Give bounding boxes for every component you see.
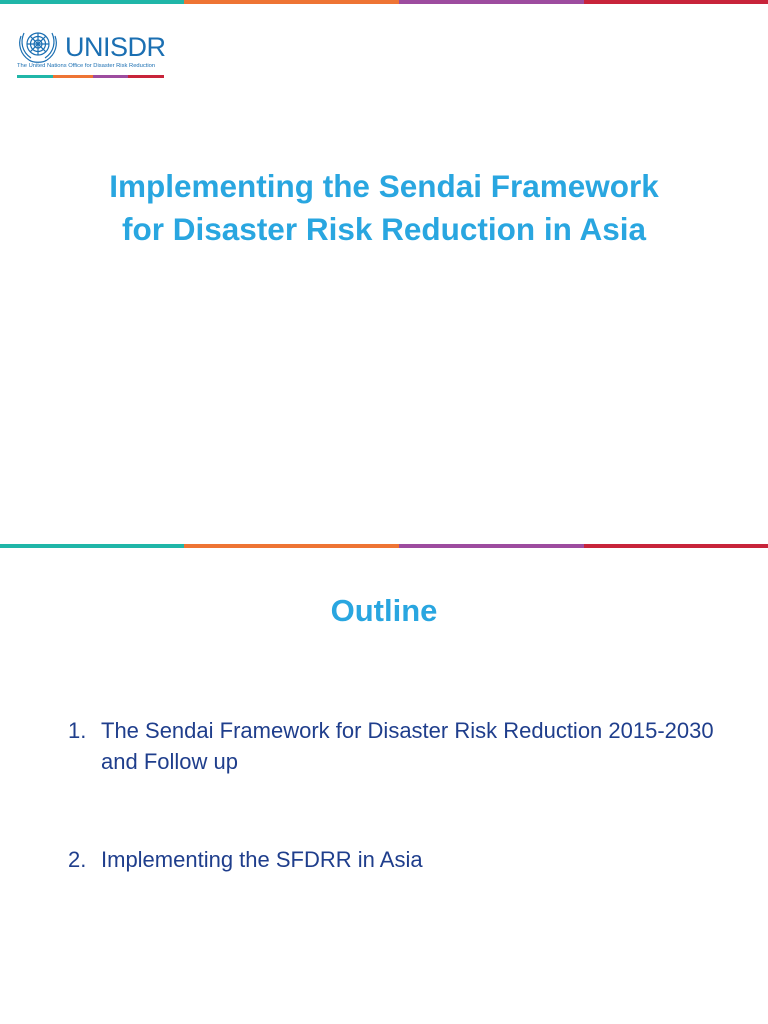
outline-list <box>68 715 748 875</box>
logo-underline-orange <box>53 75 93 78</box>
color-bar-teal <box>0 0 184 4</box>
slide-title: Implementing the Sendai Framework for Disaster Risk Reduction in Asia <box>109 168 659 247</box>
logo-underline-red <box>128 75 164 78</box>
logo-color-underline <box>17 75 164 78</box>
slide-divider-color-bar <box>0 544 768 548</box>
logo-underline-teal <box>17 75 53 78</box>
color-bar-orange <box>184 0 399 4</box>
outline-item-number: 2. <box>68 847 87 872</box>
color-bar-orange <box>184 544 399 548</box>
outline-heading: Outline <box>330 593 438 628</box>
outline-item <box>68 715 748 777</box>
outline-item-text: Implementing the SFDRR in Asia <box>101 847 423 872</box>
outline-item <box>68 844 748 875</box>
unisdr-logo <box>15 24 175 82</box>
color-bar-purple <box>399 0 584 4</box>
color-bar-red <box>584 544 768 548</box>
logo-tagline: The United Nations Office for Disaster Risk Reduction <box>17 63 156 69</box>
logo-underline-purple <box>93 75 128 78</box>
color-bar-teal <box>0 544 184 548</box>
logo-wordmark: UNISDR <box>65 32 166 62</box>
color-bar-purple <box>399 544 584 548</box>
top-color-bar <box>0 0 768 4</box>
color-bar-red <box>584 0 768 4</box>
outline-item-number: 1. <box>68 718 87 743</box>
outline-item-text: The Sendai Framework for Disaster Risk Reduction 2015-2030 and Follow up <box>101 718 714 774</box>
